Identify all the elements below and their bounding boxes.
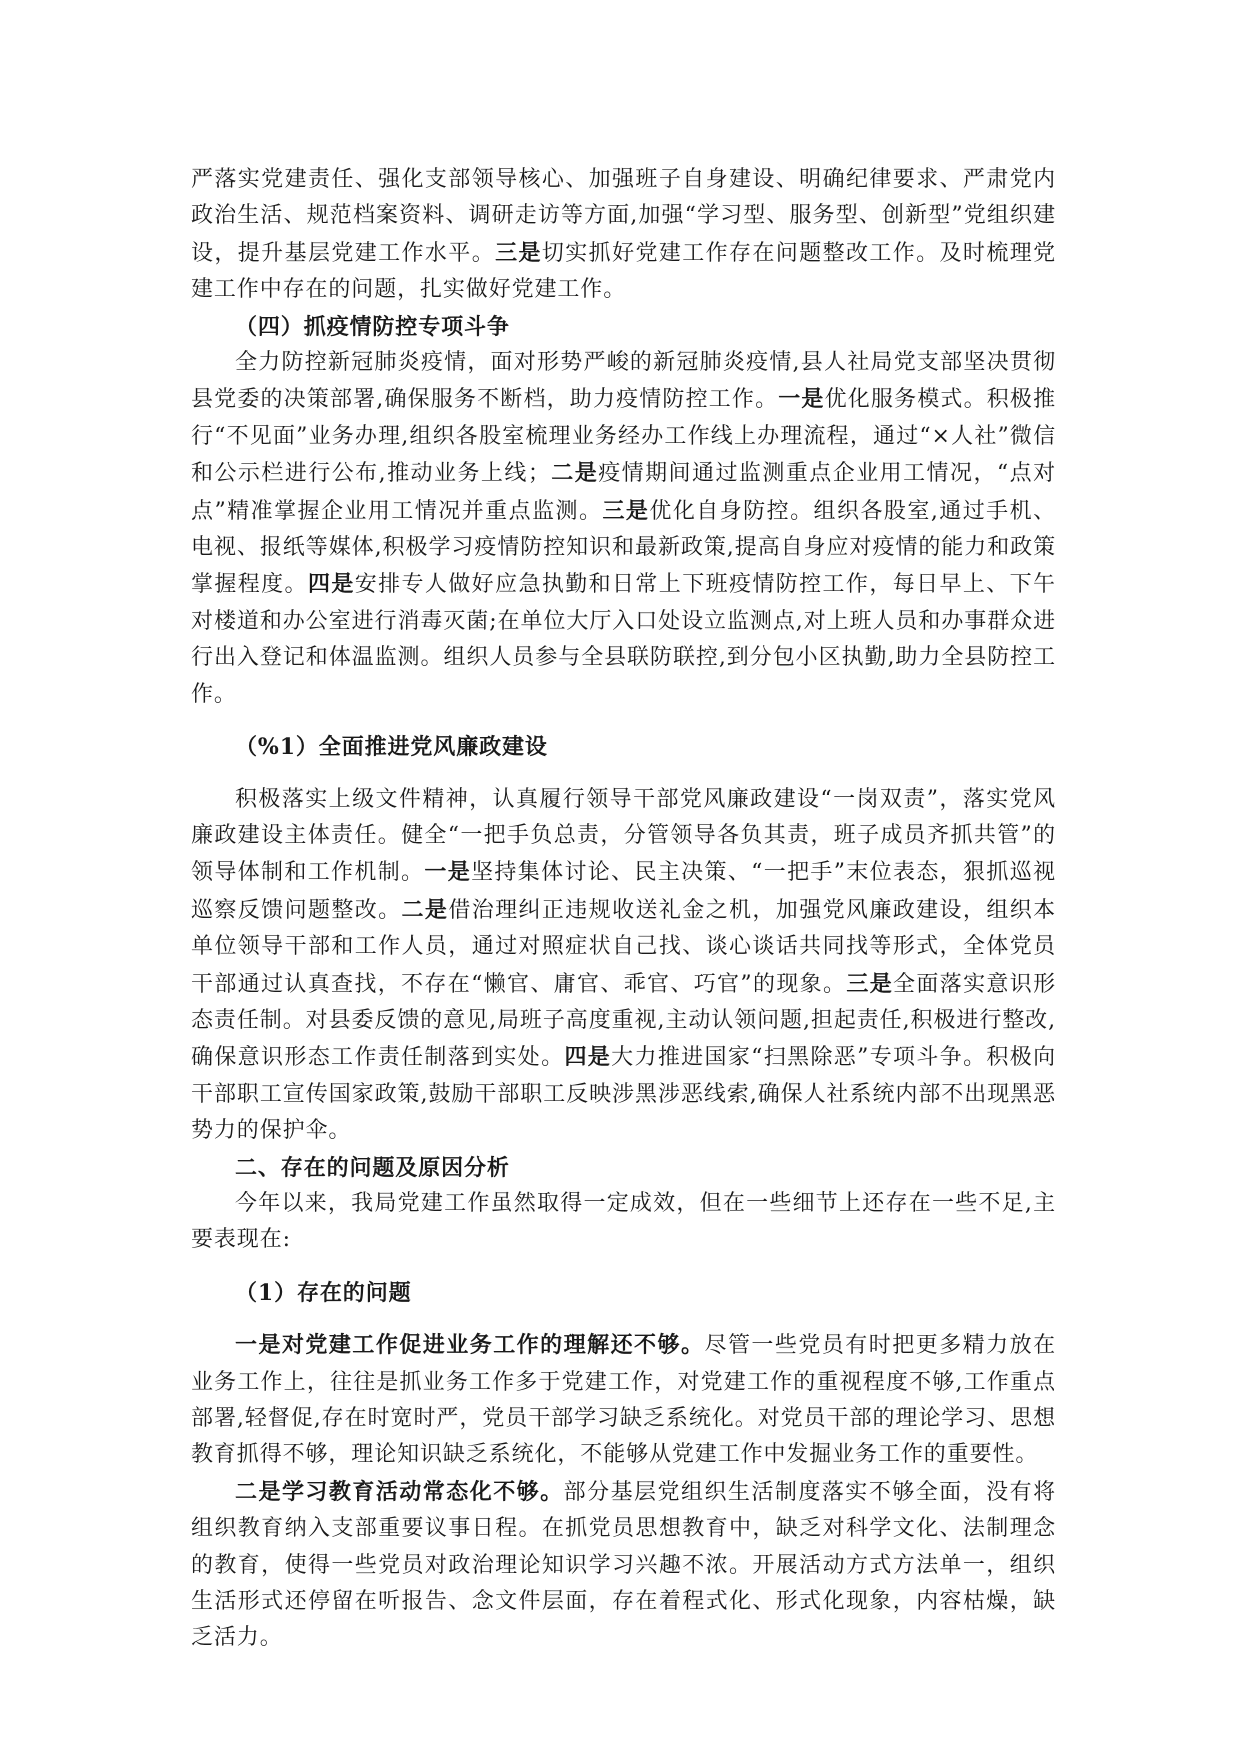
paragraph-text: 切实抓好党建工作存在问题整改工作。及时梳理党建工作中存在的问题，扎实做好党建工作。	[191, 240, 1057, 303]
paragraph-text: 尽管一些党员有时把更多精力放在业务工作上，往往是抓业务工作多于党建工作，对党建工作的重视程度不够,工作重点部署,轻督促,存在时宽时严，党员干部学习缺乏系统化。对党员干部的理论学习、思想教育抓得不够，理论知识缺乏系统化，不能够从党建工作中发掘业务工作的重要性。	[191, 1333, 1056, 1468]
bold-lead-text: 三是	[846, 970, 894, 997]
bold-lead-text: 三是	[602, 497, 650, 524]
paragraph-text: 优化服务模式。积极推行“不见面”业务办理,组织各股室梳理业务经办工作线上办理流程，通过“×人社”微信和公示栏进行公布,推动业务上线；	[191, 387, 1056, 487]
paragraph-text: 今年以来，我局党建工作虽然取得一定成效，但在一些细节上还存在一些不足,主要表现在:	[191, 1190, 1056, 1253]
bold-lead-text: 二是	[401, 896, 449, 923]
bold-lead-text: 一是	[778, 386, 825, 413]
paragraph-text: 积极落实上级文件精神，认真履行领导干部党风廉政建设“一岗双责”，落实党风廉政建设主体责任。健全“一把手负总责，分管领导各负其责，班子成员齐抓共管”的领导体制和工作机制。	[191, 786, 1056, 886]
bold-lead-text: 一是对党建工作促进业务工作的理解还不够。	[235, 1332, 705, 1359]
bold-lead-text: 一是	[424, 859, 472, 886]
body-paragraph	[191, 1327, 1056, 1474]
body-paragraph	[191, 162, 1056, 309]
section-heading: 二、存在的问题及原因分析	[235, 1154, 510, 1181]
section-heading: （1）存在的问题	[235, 1279, 412, 1306]
bold-lead-text: 四是	[307, 571, 355, 598]
body-paragraph	[191, 345, 1056, 713]
bold-lead-text: 三是	[495, 239, 542, 266]
document-body	[191, 162, 1056, 1657]
paragraph-text: 安排专人做好应急执勤和日常上下班疫情防控工作，每日早上、下午对楼道和办公室进行消毒灭菌;在单位大厅入口处设立监测点,对上班人员和办事群众进行出入登记和体温监测。组织人员参与全县联防联控,到分包小区执勤,助力全县防控工作。	[191, 572, 1056, 707]
body-paragraph	[191, 1474, 1056, 1657]
paragraph-text: 优化自身防控。组织各股室,通过手机、电视、报纸等媒体,积极学习疫情防控知识和最新政策,提高自身应对疫情的能力和政策掌握程度。	[191, 498, 1056, 598]
section-heading: （%1）全面推进党风廉政建设	[235, 734, 548, 761]
section-heading: （四）抓疫情防控专项斗争	[235, 313, 510, 340]
paragraph-text: 大力推进国家“扫黑除恶”专项斗争。积极向干部职工宣传国家政策,鼓励干部职工反映涉黑涉恶线索,确保人社系统内部不出现黑恶势力的保护伞。	[191, 1045, 1056, 1144]
bold-lead-text: 四是	[564, 1044, 612, 1071]
paragraph-text: 坚持集体讨论、民主决策、“一把手”末位表态，狠抓巡视巡察反馈问题整改。	[191, 860, 1056, 923]
bold-lead-text: 二是学习教育活动常态化不够。	[235, 1478, 564, 1505]
paragraph-text: 严落实党建责任、强化支部领导核心、加强班子自身建设、明确纪律要求、严肃党内政治生活、规范档案资料、调研走访等方面,加强“学习型、服务型、创新型”党组织建设，提升基层党建工作水平。	[191, 167, 1056, 266]
body-paragraph	[191, 1186, 1056, 1259]
paragraph-text: 借治理纠正违规收送礼金之机，加强党风廉政建设，组织本单位领导干部和工作人员，通过对照症状自己找、谈心谈话共同找等形式，全体党员干部通过认真查找，不存在“懒官、庸官、乖官、巧官”的现象。	[191, 897, 1057, 997]
paragraph-text: 全面落实意识形态责任制。对县委反馈的意见,局班子高度重视,主动认领问题,担起责任,积极进行整改,确保意识形态工作责任制落到实处。	[191, 971, 1056, 1071]
bold-lead-text: 二是	[550, 460, 599, 487]
body-paragraph	[191, 782, 1056, 1150]
paragraph-text: 全力防控新冠肺炎疫情，面对形势严峻的新冠肺炎疫情,县人社局党支部坚决贯彻县党委的决策部署,确保服务不断档，助力疫情防控工作。	[191, 350, 1056, 413]
paragraph-text: 疫情期间通过监测重点企业用工情况，“点对点”精准掌握企业用工情况并重点监测。	[191, 461, 1056, 524]
paragraph-text: 部分基层党组织生活制度落实不够全面，没有将组织教育纳入支部重要议事日程。在抓党员思想教育中，缺乏对科学文化、法制理念的教育，使得一些党员对政治理论知识学习兴趣不浓。开展活动方式方法单一，组织生活形式还停留在听报告、念文件层面，存在着程式化、形式化现象，内容枯燥，缺乏活力。	[191, 1479, 1056, 1651]
